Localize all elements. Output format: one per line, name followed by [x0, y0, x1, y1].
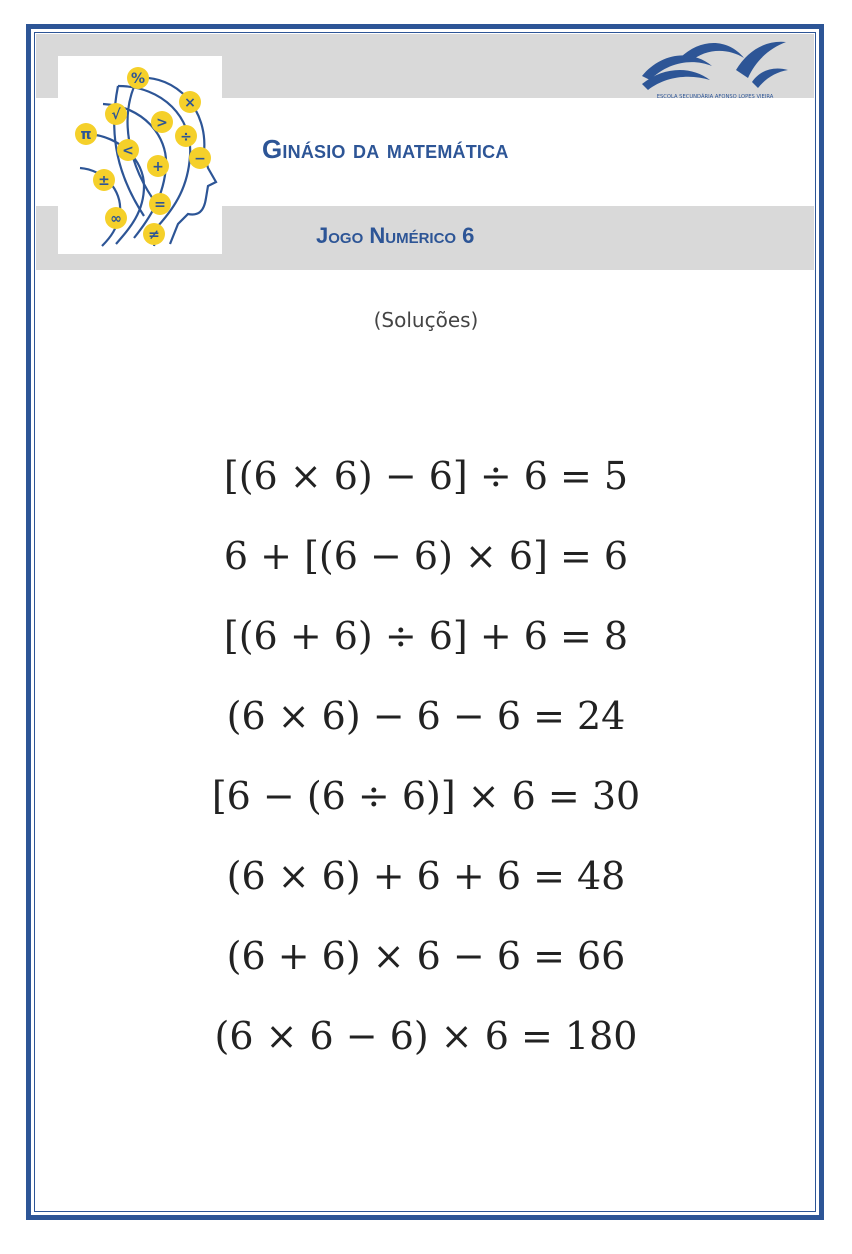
equation: 6 + [(6 − 6) × 6] = 6 [223, 534, 629, 578]
svg-text:<: < [122, 143, 134, 159]
page-subtitle: Jogo Numérico 6 [316, 223, 475, 248]
svg-text:÷: ÷ [180, 129, 192, 145]
svg-text:≠: ≠ [148, 227, 160, 243]
equation: (6 + 6) × 6 − 6 = 66 [226, 934, 626, 978]
svg-text:∞: ∞ [110, 211, 122, 227]
svg-text:>: > [156, 115, 168, 131]
equation: (6 × 6) − 6 − 6 = 24 [226, 694, 626, 738]
solutions-label: (Soluções) [373, 308, 479, 332]
svg-text:−: − [194, 151, 206, 167]
svg-text:±: ± [98, 173, 110, 189]
equation: (6 × 6) + 6 + 6 = 48 [226, 854, 626, 898]
svg-text:×: × [184, 95, 196, 111]
school-name: ESCOLA SECUNDÁRIA AFONSO LOPES VIEIRA [656, 94, 774, 100]
equation: [6 − (6 ÷ 6)] × 6 = 30 [211, 774, 641, 818]
page-title: Ginásio da matemática [262, 134, 509, 164]
svg-text:+: + [152, 159, 164, 175]
equation: [(6 + 6) ÷ 6] + 6 = 8 [223, 614, 629, 658]
wave-logo-icon [640, 36, 790, 102]
equation: [(6 × 6) − 6] ÷ 6 = 5 [223, 454, 629, 498]
svg-text:√: √ [111, 107, 121, 123]
svg-text:%: % [130, 71, 146, 87]
svg-text:π: π [80, 127, 92, 143]
equation: (6 × 6 − 6) × 6 = 180 [214, 1014, 638, 1058]
svg-text:=: = [154, 197, 166, 213]
math-head-logo-icon [58, 56, 222, 254]
